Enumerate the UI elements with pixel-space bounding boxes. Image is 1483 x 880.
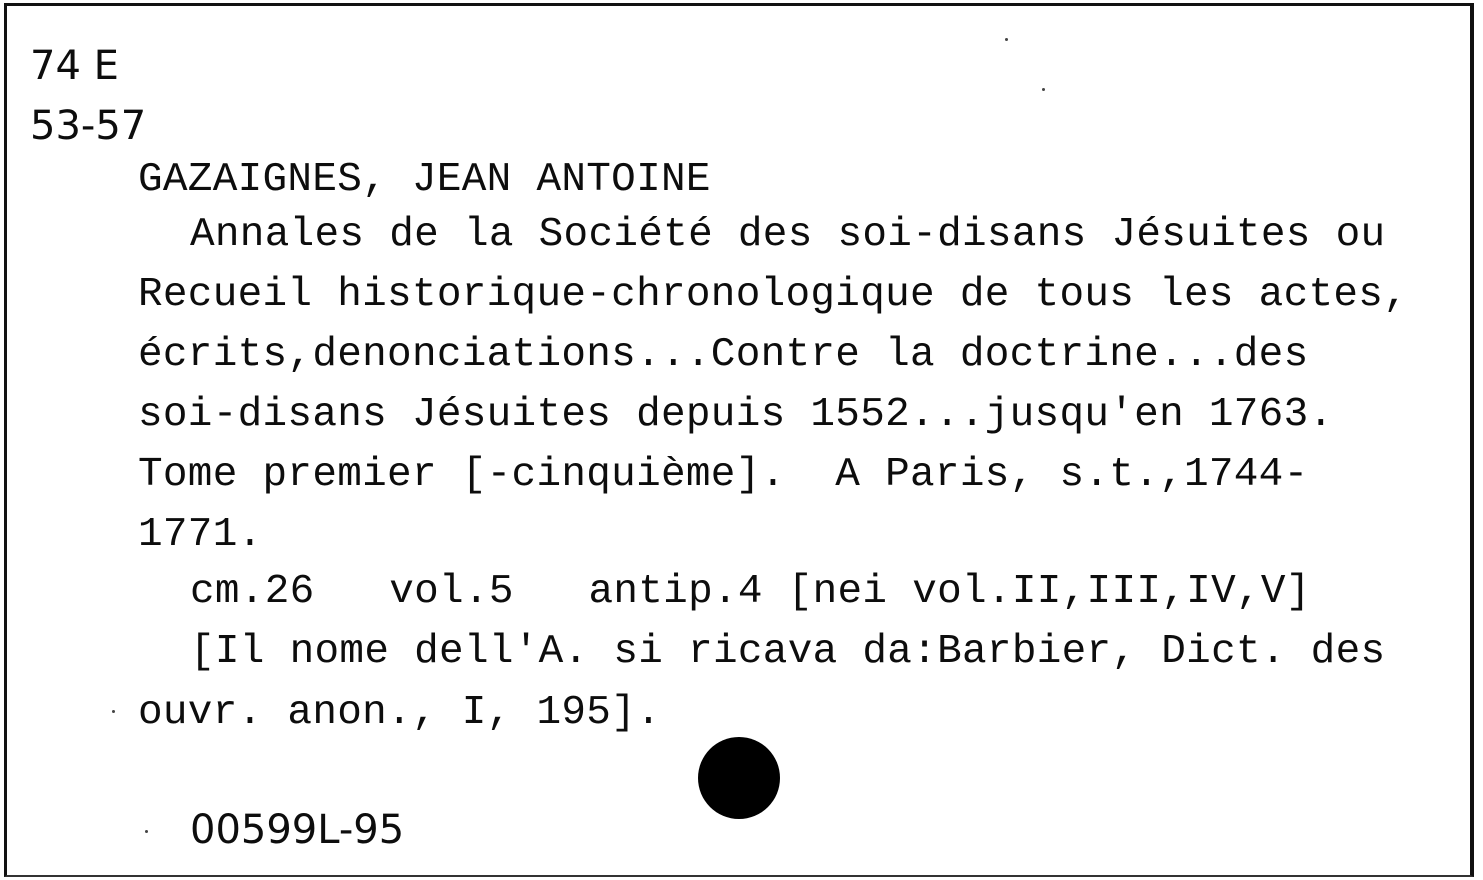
title-line: Tome premier [-cinquième]. A Paris, s.t.,1744- bbox=[138, 452, 1309, 498]
shelfmark-line-1: 74 E bbox=[30, 43, 119, 89]
speck bbox=[145, 830, 148, 833]
author-heading: GAZAIGNES, JEAN ANTOINE bbox=[138, 157, 711, 203]
title-line: Recueil historique-chronologique de tous les actes, bbox=[138, 272, 1409, 318]
shelfmark-line-2: 53-57 bbox=[30, 103, 147, 149]
note-line: [Il nome dell'A. si ricava da:Barbier, Dict. des bbox=[190, 629, 1386, 675]
title-line: soi-disans Jésuites depuis 1552...jusqu'en 1763. bbox=[138, 392, 1334, 438]
inventory-number: 00599L-95 bbox=[190, 807, 405, 853]
title-line: 1771. bbox=[138, 512, 263, 558]
physical-description: cm.26 vol.5 antip.4 [nei vol.II,III,IV,V] bbox=[190, 569, 1311, 615]
title-line: Annales de la Société des soi-disans Jésuites ou bbox=[190, 212, 1386, 258]
note-line: ouvr. anon., I, 195]. bbox=[138, 690, 661, 736]
punch-hole bbox=[698, 737, 780, 819]
speck bbox=[1042, 88, 1045, 91]
speck bbox=[112, 710, 115, 713]
speck bbox=[1005, 38, 1008, 41]
title-line: écrits,denonciations...Contre la doctrine...des bbox=[138, 332, 1309, 378]
